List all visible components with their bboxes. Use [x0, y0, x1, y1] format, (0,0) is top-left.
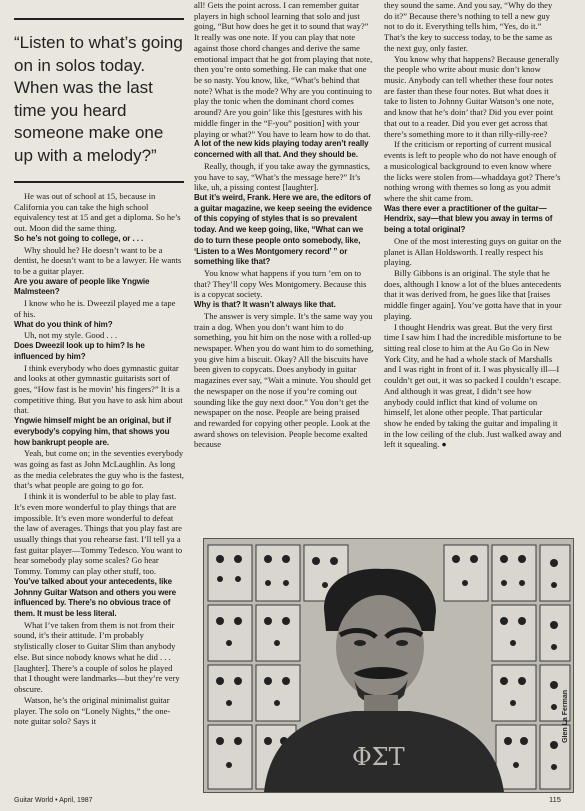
interview-answer: He was out of school at 15, because in California you can take the high school equivalency test at 15 and get a diploma. So he’s out. Moon did the same thing.: [14, 191, 181, 234]
svg-text:ΦΣТ: ΦΣТ: [352, 743, 405, 771]
interview-answer: Why should he? He doesn’t want to be a dentist, he doesn’t want to be a lawyer. He wants to be a guitar player.: [14, 244, 182, 277]
interview-question: A lot of the new kids playing today aren’t really concerned with all that. And they should be.: [194, 139, 369, 160]
interview-answer: You know why that happens? Because generally the people who write about music don’t know music. Anybody can tell whether these four notes are faster than these four notes. But what does it take to listen to Johnny Guitar Watson’s one note, and know that he’s doin’ that? Did you ever point that out to a reader. Did you ever get across that there’s something more to it than rilly-rilly-ree?: [384, 53, 560, 139]
interview-answer: I think everybody who does gymnastic guitar and looks at other gymnastic guitarists sort of goes, “How fast is he movin’ his fingers?” It is a competitive thing. But you have to ask him about that.: [14, 362, 183, 416]
interview-answer: What I’ve taken from them is not from their sound, it’s their attitude. I’m probably stylistically closer to Guitar Slim than anybody else. But since nobody knows what he did . . . [laughter]. There’s a couple of solos he played that I thought were landmarks—but they’re very obscure.: [14, 619, 180, 695]
interview-answer: I know who he is. Dweezil played me a tape of his.: [14, 298, 176, 319]
interview-answer: Yeah, but come on; in the seventies everybody was going as fast as John McLaughlin. As long as the media celebrates the guy who is the fastest, that’s what people are going to go for.: [14, 448, 184, 491]
interview-question: Was there ever a practitioner of the guitar—Hendrix, say—that blew you away in terms of being a total original?: [384, 203, 553, 235]
interview-answer: Watson, he’s the original minimalist guitar player. The solo on “Lonely Nights,” the one-note guitar solo? Says it: [14, 694, 171, 727]
interview-question: But it’s weird, Frank. Here we are, the editors of a guitar magazine, we keep seeing the evidence of this copying of styles that is so prevalent today. And we keep going, like, “What can we do to turn these people onto somebody, like, ‘Listen to a Wes Montgomery record’ ” or something like that?: [194, 192, 372, 267]
interview-question: Yngwie himself might be an original, but if everybody’s copying him, that shows you how bankrupt people are.: [14, 416, 172, 447]
column-middle: [194, 0, 374, 450]
photo-image: [204, 539, 573, 792]
interview-answer: Uh, not my style. Good . . .: [24, 330, 118, 341]
photo-frank-zappa-modular-synth: [203, 538, 574, 793]
interview-answer: The answer is very simple. It’s the same way you train a dog. When you don’t want him to do something, you hit him on the nose with a rolled-up newspaper. When you do want him to do something, you give him a biscuit. Okay? All the biscuits have been given to copycats. Does anybody in guitar magazines ever say, “Wait a minute. You should get the newspaper on the nose if you’re coming out sounding like the guy next door.” You don’t get the newspaper on the nose. People are being praised and rewarded for copying other people. Look at the award shows on television. People become exalted because: [194, 310, 374, 450]
pull-quote: “Listen to what’s going on in solos today. When was the last time you heard someone make one up with a melody?”: [14, 18, 184, 183]
column-left-text: [0, 191, 184, 727]
interview-answer: I think it is wonderful to be able to play fast. It’s even more wonderful to play things that are impossible. It’s even more wonderful to defeat the law of averages. Things that you play fast are usually things that you rehearse fast. I’ll tell ya a fast guitar player—Tommy Tedesco. You want to hear somebody play some scales? Go hear Tommy. Tommy can play other stuff, too.: [14, 491, 183, 577]
interview-question: So he’s not going to college, or . . .: [14, 233, 144, 243]
column-middle-text: [194, 0, 374, 450]
interview-question: Does Dweezil look up to him? Is he influenced by him?: [14, 341, 145, 361]
interview-question: Why is that? It wasn’t always like that.: [194, 300, 336, 310]
interview-answer: all! Gets the point across. I can remember guitar players in high school learning that solo and just going, “But how does he get it to sound that way?” It really was one note. If you can play that note against those chord changes and derive the same emotional impact that he got from playing that note, then you’re onto something. He can make that one be so nasty. You know, like, “What’s behind that note? What is the mode? Why are you continuing to play the tonic when the dominant chord comes around? Are you goin’ like this [gestures with his middle finger in the “F-you” position] with your playing or what?” You have to learn how to do that.: [194, 0, 373, 139]
column-right-text: [384, 0, 562, 450]
interview-question: What do you think of him?: [14, 319, 113, 329]
interview-answer: I thought Hendrix was great. But the very first time I saw him I had the incredible misfortune to be sitting real close to him at the Au Go Go in New York City, and he had a whole stack of Marshalls and I was right in front of it. I was physically ill—I couldn’t get out, it was so packed I couldn’t escape. And although it was great, I didn’t see how anybody could inflict that kind of volume on himself, let alone other people. That particular show he ended by taking the guitar and impaling it in the low ceiling of the club. Just walked away and left it squealing. ●: [384, 321, 562, 450]
interview-answer: they sound the same. And you say, “Why do they do it?” Because there’s nothing to tell a new guy not to do it. Everything tells him, “Yes, do it.” That’s the key to success today, to be the same as the next guy, only faster.: [384, 0, 553, 53]
interview-answer: Really, though, if you take away the gymnastics, you have to say, “What’s the message here?” It’s like, uh, a pissing contest [laughter].: [194, 160, 371, 193]
column-left: [0, 0, 184, 727]
page-number: 115: [549, 795, 561, 804]
column-right: [384, 0, 562, 450]
footer-publication: Guitar World • April, 1987: [14, 797, 93, 804]
interview-answer: You know what happens if you turn ’em on to that? They’ll copy Wes Montgomery. Because this is a copycat society.: [194, 267, 367, 300]
photo-credit: Glen La Ferman: [562, 690, 569, 743]
interview-answer: Billy Gibbons is an original. The style that he does, although I know a lot of the blues antecedents that it was derived from, he goes like that [raises middle finger again]. You’ve gotta have that in your playing.: [384, 267, 562, 321]
interview-question: Are you aware of people like Yngwie Malmsteen?: [14, 276, 150, 297]
interview-answer: One of the most interesting guys on guitar on the planet is Allan Holdsworth. I really respect his playing.: [384, 235, 562, 268]
interview-answer: If the criticism or reporting of current musical events is left to people who do not have enough of a musicological background to even know where the licks were stolen from—whaddaya got? There’s nothing wrong with themes so long as you admit where the shit came from.: [384, 139, 561, 203]
interview-question: You’ve talked about your antecedents, like Johnny Guitar Watson and others you were influenced by. There’s no obvious trace of them. It must be less literal.: [14, 576, 177, 619]
